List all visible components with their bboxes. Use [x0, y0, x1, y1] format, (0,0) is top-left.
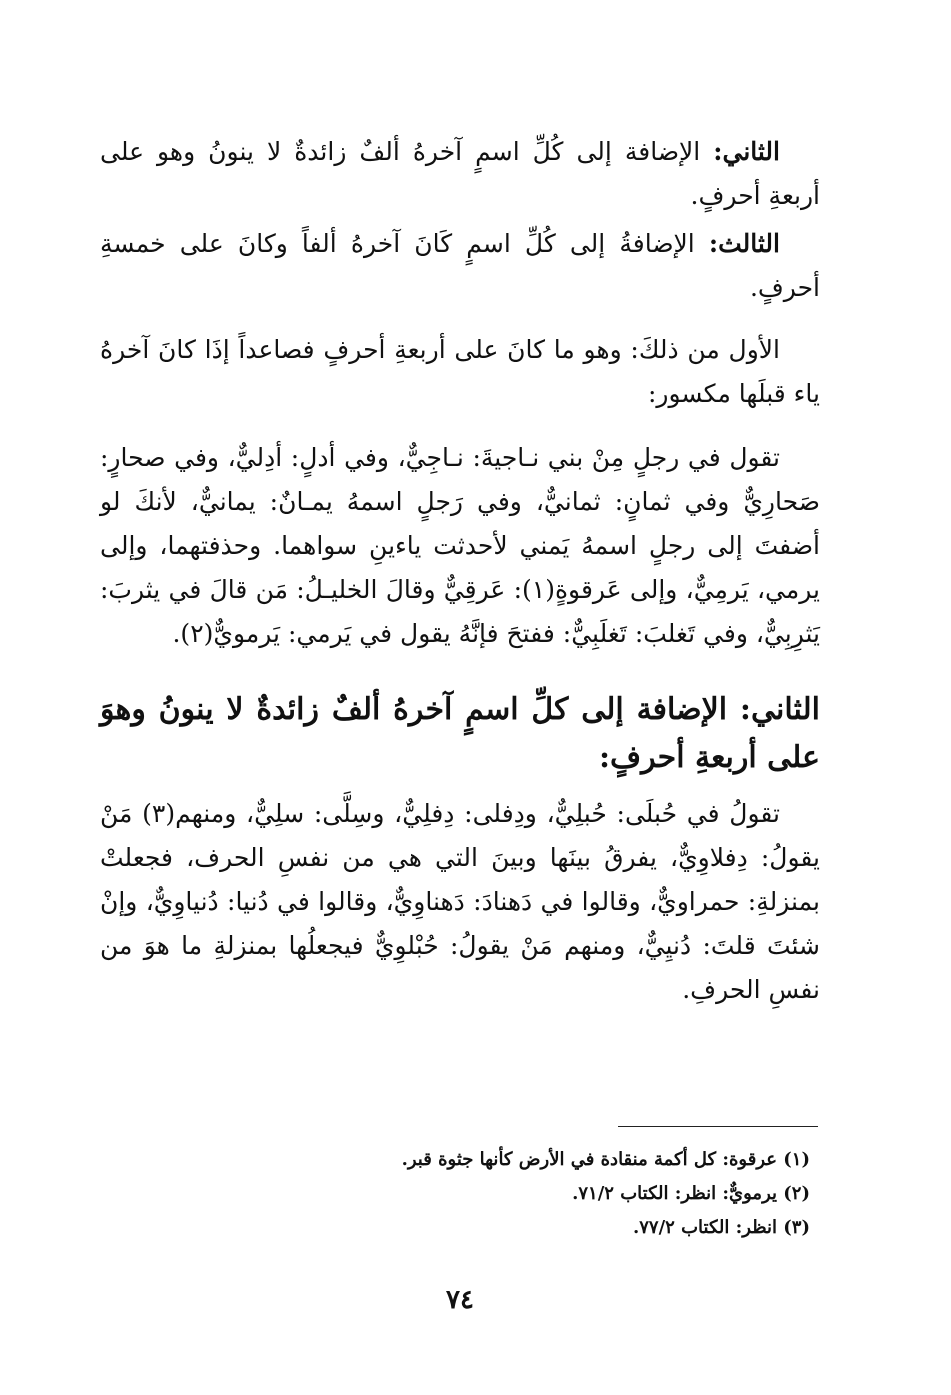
paragraph-lead: الثاني:: [713, 137, 780, 166]
footnotes: [100, 1143, 810, 1245]
paragraph-first-case: الأول من ذلكَ: وهو ما كانَ على أربعةِ أحرفٍ فصاعداً إذَا كانَ آخرهُ ياء قبلَها مكسور:: [100, 335, 820, 408]
paragraph-alif-examples: تقولُ في حُبلَى: حُبلِيٌّ، ودِفلى: دِفلِيٌّ، وسِلَّى: سلِيٌّ، ومنهم(٣) مَنْ يقولُ: دِفلاوِيٌّ، يفرقُ بينَها وبينَ التي هي من نفسِ الحرف، فجعلتْ بمنزلةِ: حمراويٌّ، وقالوا في دَهنادَ: دَهناوِيٌّ، وقالوا في دُنيا: دُنياوِيٌّ، وإنْ شئتَ قلتَ: دُنيِيٌّ، ومنهم مَنْ يقولُ: حُبْلوِيٌّ فيجعلُها بمنزلةِ ما هوَ من نفسِ الحرفِ.: [100, 799, 820, 1004]
paragraph-lead: الثالث:: [708, 229, 780, 258]
paragraph-text: الإضافةُ إلى كُلِّ اسمٍ كَانَ آخرهُ ألفاً وكانَ على خمسةِ أحرفٍ.: [100, 229, 820, 302]
section-heading: الثاني: الإضافة إلى كلِّ اسمٍ آخرهُ ألفٌ زائدةٌ لا ينونُ وهوَ على أربعةِ أحرفٍ:: [100, 692, 820, 775]
footnote-2: (٢) يرمويٌّ: انظر: الكتاب ٧١/٢.: [572, 1183, 810, 1204]
paragraph-examples: تقول في رجلٍ مِنْ بني نـاجيةَ: نـاجِيٌّ، وفي أدلٍ: أدِليٌّ، وفي صحارٍ: صَحارِيٌّ وفي ثمانٍ: ثمانيٌّ، وفي رَجلٍ اسمهُ يمـانٌ: يمانيٌّ، لأنكَ لو أضفتَ إلى رجلٍ اسمهُ يَمني لأحدثت ياءينِ سواهما. وحذفتهما، وإلى يرمي، يَرمِيٌّ، وإلى عَرقوةٍ(١): عَرقِيٌّ وقالَ الخليـلُ: مَن قالَ في يثربَ: يَثرِبِيٌّ، وفي تَغلبَ: تَغلَبِيٌّ: ففتحَ فإنَّهُ يقول في يَرمي: يَرمويٌّ(٢).: [100, 443, 820, 648]
page-body: [100, 130, 820, 1012]
paragraph-third-rule: [100, 222, 820, 310]
paragraph-text: الإضافة إلى كُلِّ اسمٍ آخرهُ ألفٌ زائدةٌ لا ينونُ وهو على أربعةِ أحرفٍ.: [100, 137, 820, 210]
footnote-divider: [618, 1126, 818, 1127]
footnote-3: (٣) انظر: الكتاب ٧٧/٢.: [632, 1217, 810, 1238]
page-number: ٧٤: [446, 1285, 474, 1315]
footnote-1: (١) عرقوة: كل أكمة منقادة في الأرض كأنها جثوة قبر.: [401, 1149, 810, 1170]
paragraph-second-rule: [100, 130, 820, 218]
